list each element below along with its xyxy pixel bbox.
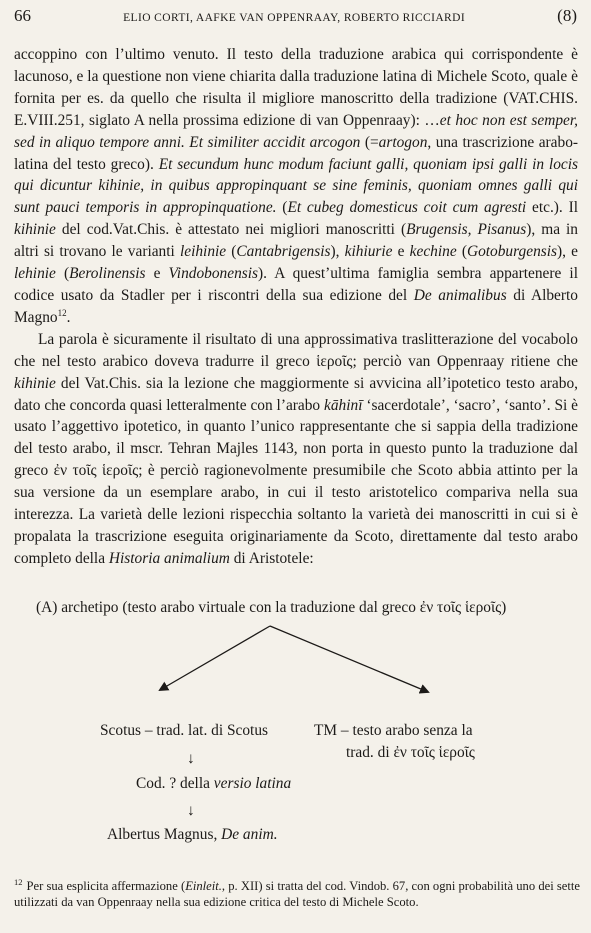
stemma-albertus: Albertus Magnus, De anim. — [107, 826, 278, 843]
paragraph-2: La parola è sicuramente il risultato di una approssimativa traslitterazione del vocabolo che nel testo arabico doveva tradurre il greco ἱεροῖς; perciò van Oppenraay ritiene che kihinie del Vat.Chis. sia la lezione che maggiormente si avvicina all’ipotetico testo arabo, dato che concorda quasi letteralmente con l’arabo kāhinī ‘sacerdotale’, ‘sacro’, ‘santo’. Si è usato l’aggettivo ipotetico, in quanto l’unico rappresentante che si sappia della tradizione del testo arabo, il mscr. Tehran Majles 1143, non porta in questo punto la traduzione dal greco ἐν τοῖς ἱεροῖς; è perciò ragionevolmente presumibile che Scoto abbia attinto per la sua versione da un esemplare arabo, in cui il testo aristotelico compariva nella sua interezza. La varietà delle lezioni rispecchia soltanto la varietà dei manoscritti in cui si è propalata la trascrizione eseguita originariamente da Scoto, direttamente dal testo arabo completo della Historia animalium di Aristotele: — [14, 330, 578, 567]
page-number: 66 — [14, 6, 31, 25]
section-number: (8) — [557, 6, 577, 25]
manuscript-stemma — [0, 590, 591, 860]
branch-to-tm — [270, 626, 428, 692]
page-header — [14, 6, 577, 28]
stemma-tm-line-1: TM – testo arabo senza la — [314, 722, 473, 739]
stemma-arrow-down-1: ↓ — [187, 750, 195, 767]
stemma-scotus: Scotus – trad. lat. di Scotus — [100, 722, 269, 739]
paragraph-1: accoppino con l’ultimo venuto. Il testo della traduzione arabica qui corrispondente è lacunoso, e la questione non viene chiarita dalla traduzione latina di Michele Scoto, quale è fornita per es. da quello che risulta il migliore manoscritto della tradizione (VAT.CHIS. E.VIII.251, siglato A nella prossima edizione di van Oppenraay): …et hoc non est semper, sed in aliquo tempore anni. Et similiter accidit arcogon (=artogon, una trascrizione arabo-latina del testo greco). Et secundum hunc modum faciunt galli, quoniam ipsi galli in locis qui dicuntur kihinie, in quibus appropinquant se sine feminis, quoniam omnes galli qui sunt pauci temporis in appropinquatione. (Et cubeg domesticus coit cum agresti etc.). Il kihinie del cod.Vat.Chis. è attestato nei migliori manoscritti (Brugensis, Pisanus), ma in altri si trovano le varianti leihinie (Cantabrigensis), kihiurie e kechine (Gotoburgensis), e lehinie (Berolinensis e Vindobonensis). A quest’ultima famiglia sembra appartenere il codice usato da Stadler per i riscontri della sua edizione del De animalibus di Alberto Magno$^{12}$. — [14, 46, 579, 326]
stemma-archetype: (A) archetipo (testo arabo virtuale con la traduzione dal greco ἐν τοῖς ἱεροῖς) — [36, 599, 507, 616]
body-text — [14, 44, 578, 570]
footnote-mark: 12 — [14, 876, 23, 887]
stemma-tm-line-2: trad. di ἐν τοῖς ἱεροῖς — [346, 744, 475, 761]
footnote-12: $^{12}$ Per sua esplicita affermazione (Einleit., p. XII) si tratta del cod. Vindob. 67, con ogni probabilità uno dei sette utilizzati da van Oppenraay nella sua edizione critica del testo di Michele Scoto. — [14, 876, 580, 909]
stemma-lines — [0, 590, 591, 860]
stemma-arrow-down-2: ↓ — [187, 802, 195, 819]
branch-to-scotus — [160, 626, 270, 690]
running-title: ELIO CORTI, AAFKE VAN OPPENRAAY, ROBERTO RICCIARDI — [123, 12, 466, 24]
stemma-codex: Cod. ? della versio latina — [136, 775, 292, 792]
footnote-reference: 12 — [57, 307, 67, 318]
